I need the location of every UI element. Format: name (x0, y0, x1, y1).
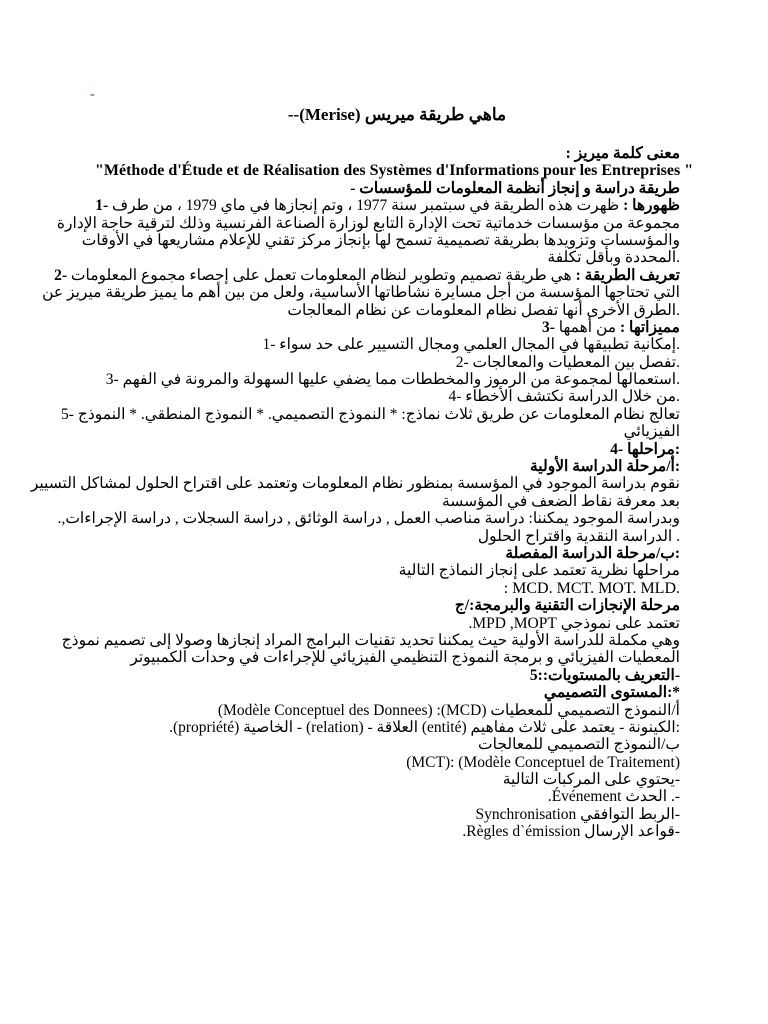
model-list: : MCD. MCT. MOT. MLD. (503, 579, 680, 597)
paragraph-line (95, 197, 680, 214)
item-number: -1 (95, 197, 109, 215)
paragraph-line: -يحتوي على المركبات التالية (502, 771, 680, 789)
paragraph-line: :الكينونة - يعتمد على ثلاث مفاهيم (entité) العلاقة - (relation) - الخاصية (propriété). (169, 718, 680, 736)
paragraph-line: بعد معرفة نقاط الضعف في المؤسسة (441, 492, 680, 510)
inline-text: ظهرت هذه الطريقة في سبتمبر سنة 1977 ، وتم إنجازها في ماي 1979 ، من طرف (108, 197, 624, 215)
paragraph-line: وبدراسة الموجود يمكننا: دراسة مناصب العمل , دراسة الوثائق , دراسة السجلات , دراسة الإجراءات,. (57, 510, 680, 528)
list-item: -. الحدث Événement. (547, 788, 680, 806)
item-number: -2 (54, 266, 68, 284)
paragraph-line: تعتمد على نموذجي MPD ,MOPT. (468, 614, 680, 632)
french-definition: "Méthode d'Étude et de Réalisation des Systèmes d'Informations pour les Entreprises " (95, 162, 694, 180)
paragraph-line: المعطيات الفيزيائي و برمجة النموذج التنظيمي الفيزيائي للإجراءات في وحدات الكمبيوتر (130, 649, 680, 667)
section-heading: *:المستوى التصميمي (543, 684, 680, 702)
list-item: .من خلال الدراسة نكتشف الأخطاء -4 (448, 388, 680, 406)
paragraph-line: .الطرق الأخرى أنها تفصل نظام المعلومات عن نظام المعالجات (287, 301, 680, 319)
item-number: -3 (542, 318, 555, 336)
list-item: .استعمالها لمجموعة من الرموز والمخططات مما يضفي عليها السهولة والمرونة في الفهم -3 (105, 371, 680, 389)
inline-heading: مميزاتها : (619, 318, 680, 336)
paragraph-line: والمؤسسات وتزويدها بطريقة تصميمية تسمح لها بإنجاز مركز تقني للإعلام مشاريعها في الأوقات (81, 231, 680, 249)
paragraph-line: مجموعة من مؤسسات خدماتية تحت الإدارة التابع لوزارة الصناعة الفرنسية وذلك لترقية حاجة الإدارة (56, 214, 680, 232)
corner-mark: - (90, 87, 95, 102)
section-heading: طريقة دراسة و إنجاز أنظمة المعلومات للمؤسسات - (350, 179, 680, 197)
document-body (30, 145, 694, 841)
section-heading: -التعريف بالمستويات::5 (529, 666, 680, 684)
title-dash: - (287, 105, 294, 124)
list-item: تعالج نظام المعلومات عن طريق ثلاث نماذج: * النموذج التصميمي. * النموذج المنطقي. * النموذج -5 (61, 405, 680, 423)
inline-text: من أهمها (554, 318, 620, 336)
paragraph-line: (MCT): (Modèle Conceptuel de Traitement) (406, 753, 680, 771)
list-item: .تفصل بين المعطيات والمعالجات -2 (455, 353, 680, 371)
list-item: -الربط التوافقي Synchronisation (475, 805, 680, 823)
paragraph-line: وهي مكملة للدراسة الأولية حيث يمكننا تحديد تقنيات البرامج المراد إنجازها وصولا إلى تصميم نموذج (61, 631, 680, 649)
paragraph-line: مراحلها نظرية تعتمد على إنجاز النماذج التالية (398, 562, 680, 580)
paragraph-line (95, 319, 680, 336)
paragraph-line: التي تحتاجها المؤسسة من أجل مسايرة نشاطاتها الأساسية، ولعل من بين أهم ما يميز طريقة ميريز عن (42, 284, 680, 302)
inline-text: هي طريقة تصميم وتطوير لنظام المعلومات تعمل على إحصاء مجموع المعلومات (67, 266, 576, 284)
list-item: .إمكانية تطبيقها في المجال العلمي ومجال التسيير على حد سواء -1 (262, 336, 680, 354)
inline-heading: ظهورها : (623, 197, 680, 215)
paragraph-line: الفيزيائي (623, 423, 680, 441)
paragraph-line: أ/النموذج التصميمي للمعطيات (MCD): (Modèle Conceptuel des Donnees) (217, 701, 680, 719)
section-heading: :مراحلها -4 (610, 440, 680, 458)
paragraph-line: .المحددة وبأقل تكلفة (547, 249, 680, 267)
paragraph-line: نقوم بدراسة الموجود في المؤسسة بمنظور نظام المعلومات وتعتمد على اقتراح الحلول لمشاكل التسيير (30, 475, 680, 493)
section-heading: معنى كلمة ميريز : (565, 145, 680, 162)
paragraph-line: . الدراسة النقدية واقتراح الحلول (477, 527, 680, 545)
paragraph-line (54, 266, 680, 284)
section-heading: مرحلة الإنجازات التقنية والبرمجة:/ج (454, 597, 680, 615)
section-heading: :ب/مرحلة الدراسة المفصلة (505, 544, 680, 562)
paragraph-line: ب/النموذج التصميمي للمعالجات (478, 736, 680, 754)
title-text: ماهي طريقة ميريس (Merise)- (293, 105, 507, 124)
section-heading: :أ/مرحلة الدراسة الأولية (530, 458, 680, 476)
page-title (0, 105, 768, 125)
inline-heading: تعريف الطريقة : (575, 266, 680, 284)
list-item: -قواعد الإرسال Règles d`émission. (462, 823, 680, 841)
